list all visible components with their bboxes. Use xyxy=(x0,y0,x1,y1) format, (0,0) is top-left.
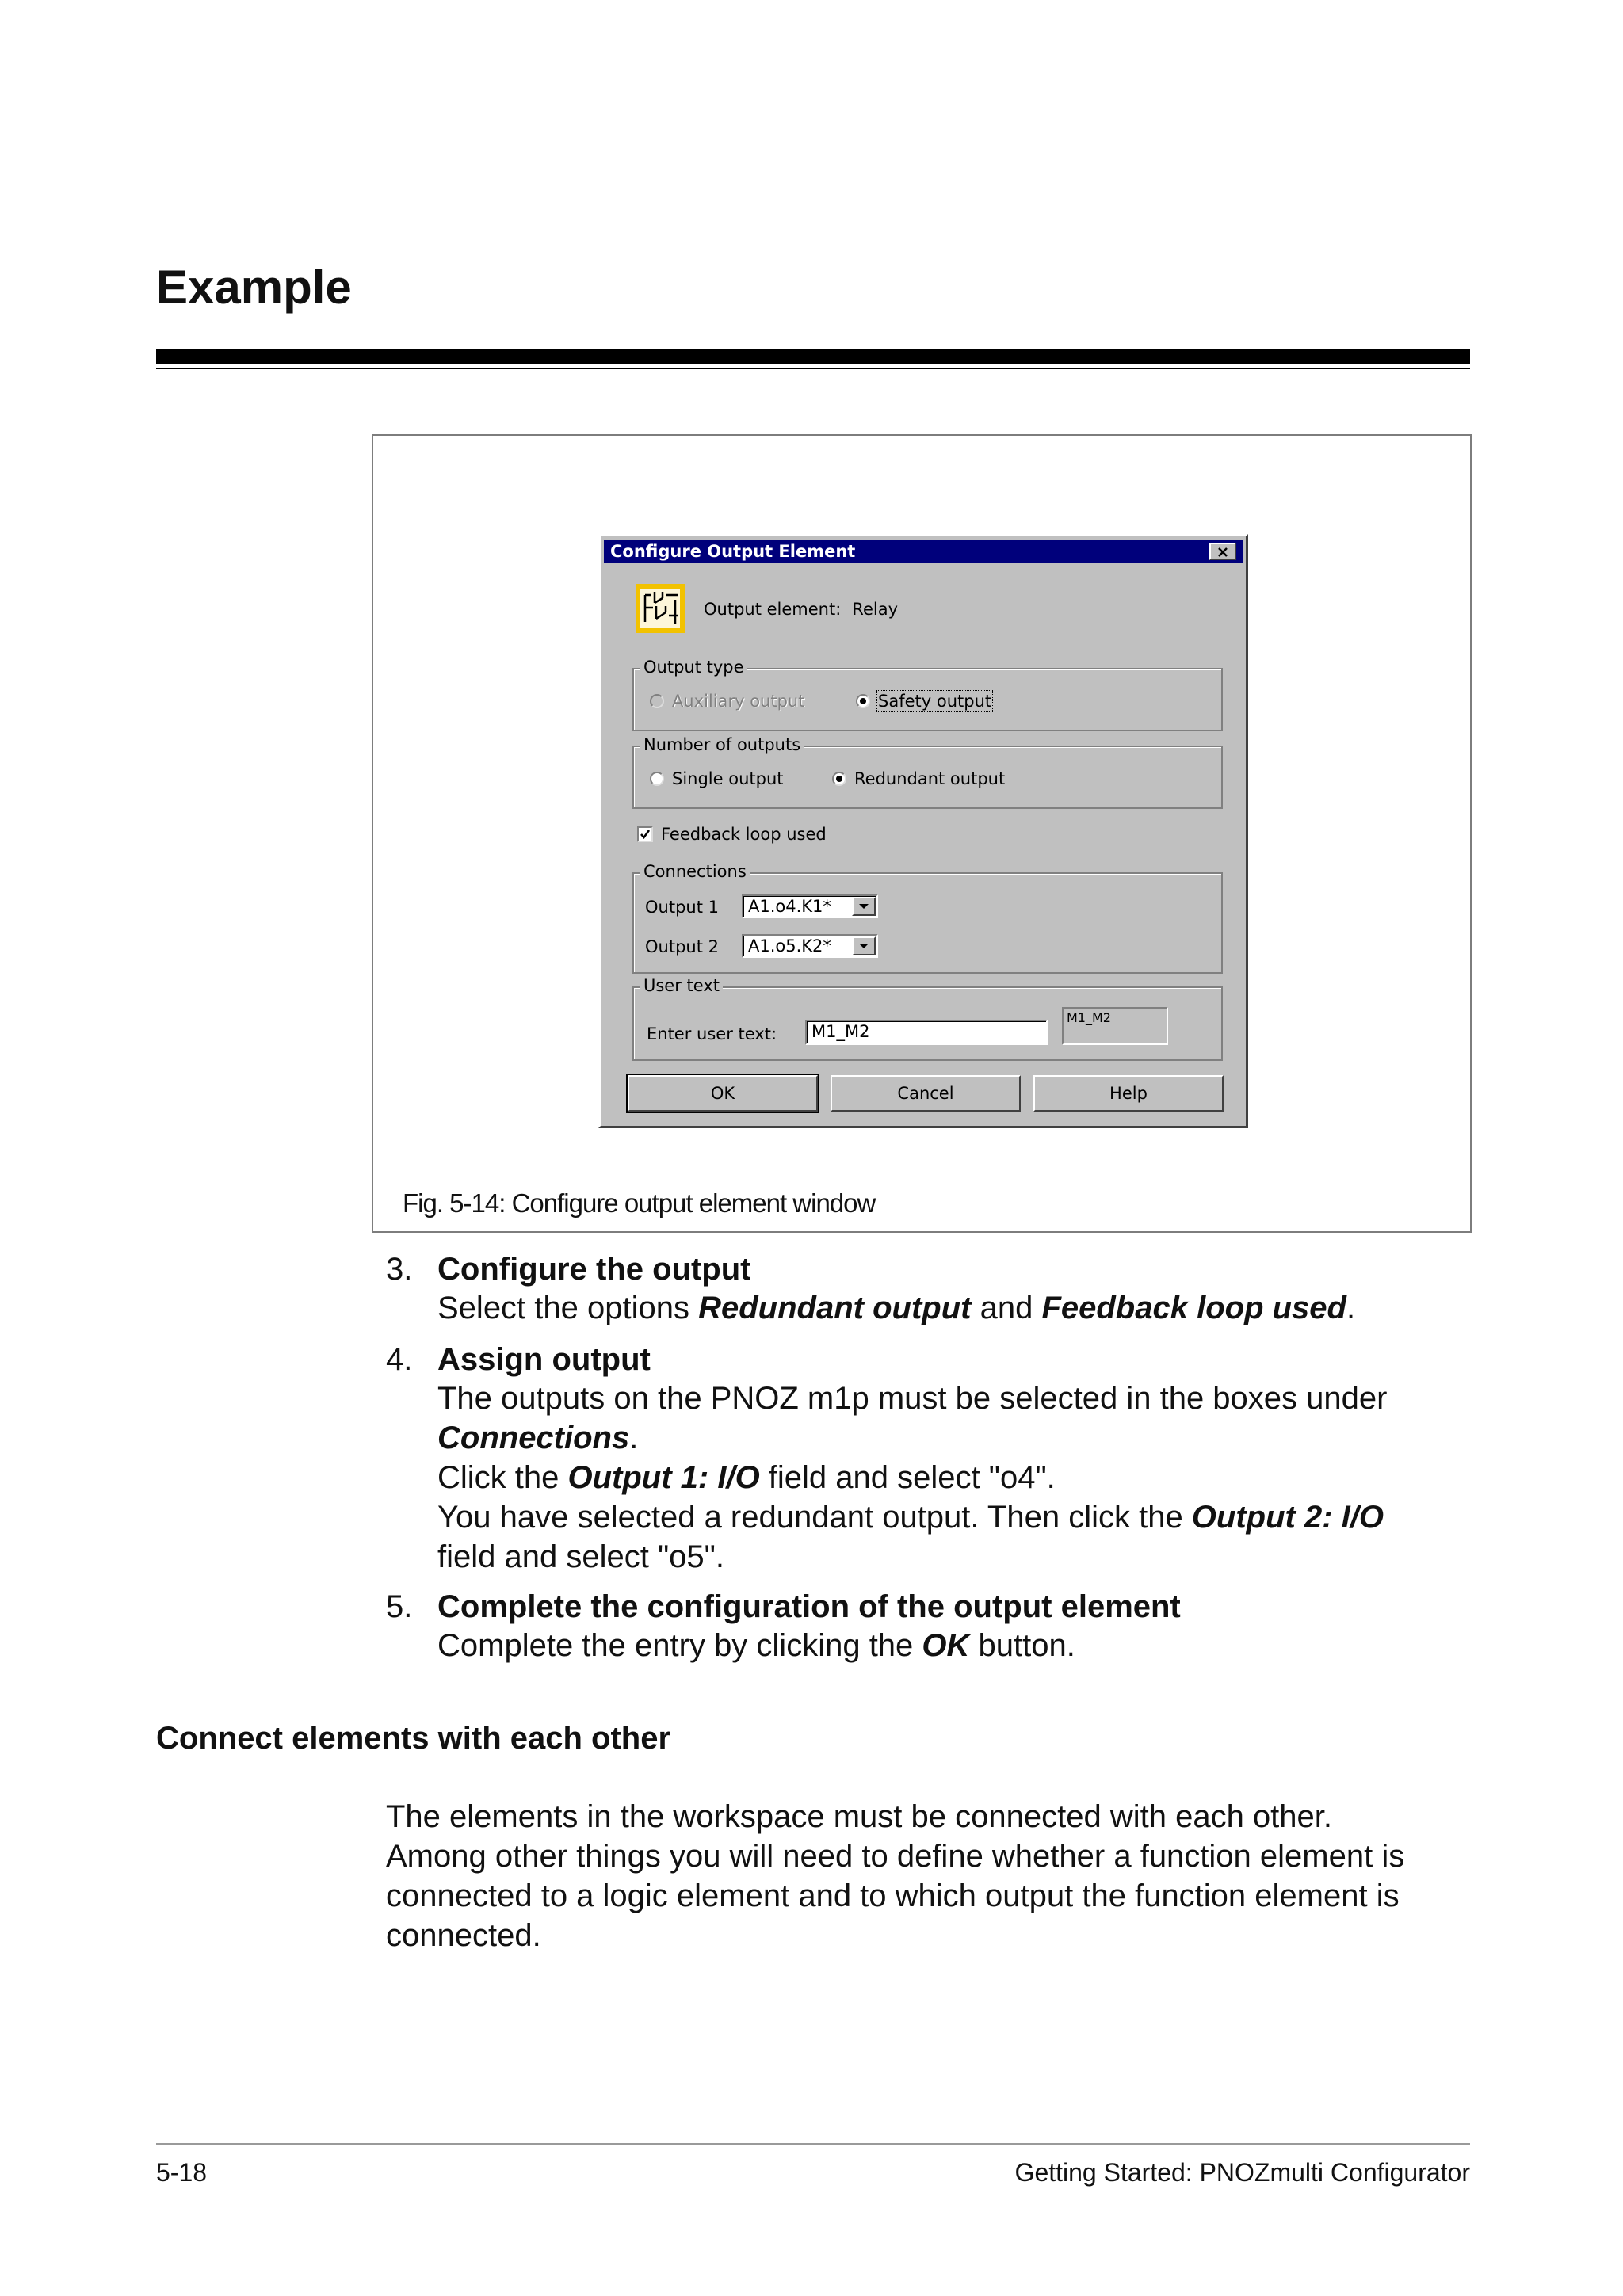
feedback-loop-label: Feedback loop used xyxy=(661,825,827,844)
enter-user-text-label: Enter user text: xyxy=(647,1024,777,1043)
step-title: Complete the configuration of the output element xyxy=(437,1589,1181,1624)
radio-indicator xyxy=(650,772,664,786)
number-of-outputs-group xyxy=(632,735,1223,809)
figure-caption: Fig. 5-14: Configure output element window xyxy=(403,1188,876,1218)
safety-output-radio[interactable] xyxy=(856,692,991,711)
output-1-label: Output 1 xyxy=(645,898,719,917)
output-element-info xyxy=(704,600,898,619)
checkbox-indicator xyxy=(637,826,653,842)
radio-indicator xyxy=(856,694,870,708)
output-element-value: Relay xyxy=(852,600,898,619)
step-text: Complete the entry by clicking the OK button. xyxy=(437,1628,1075,1663)
close-button[interactable] xyxy=(1209,543,1236,560)
user-text-value: M1_M2 xyxy=(812,1022,870,1041)
output-2-combo[interactable] xyxy=(742,934,878,958)
output-1-combo[interactable] xyxy=(742,894,878,918)
user-text-label: User text xyxy=(640,976,723,995)
feedback-loop-checkbox[interactable] xyxy=(637,825,827,844)
close-icon xyxy=(1211,545,1235,559)
redundant-output-label: Redundant output xyxy=(854,769,1006,788)
ok-button[interactable]: OK xyxy=(628,1075,818,1112)
configure-output-dialog xyxy=(598,534,1248,1128)
heading-rule-thin xyxy=(156,368,1470,369)
document-title: Getting Started: PNOZmulti Configurator xyxy=(1014,2158,1470,2187)
footer-rule xyxy=(156,2143,1470,2145)
number-of-outputs-label: Number of outputs xyxy=(640,735,804,754)
heading-rule xyxy=(156,349,1470,364)
single-output-radio[interactable] xyxy=(650,769,784,788)
step-number: 5. xyxy=(386,1589,413,1624)
output-2-label: Output 2 xyxy=(645,937,719,956)
section-paragraph: The elements in the workspace must be connected with each other. Among other things you will need to define whether a function element is connected to a logic element and to which output the function element is connected. xyxy=(386,1799,1405,1953)
step-text: Select the options Redundant output and Feedback loop used. xyxy=(437,1291,1356,1325)
safety-output-label: Safety output xyxy=(878,692,992,711)
help-button[interactable]: Help xyxy=(1033,1075,1224,1112)
section-heading: Connect elements with each other xyxy=(156,1721,671,1756)
step-number: 4. xyxy=(386,1342,413,1377)
radio-indicator xyxy=(650,694,664,708)
step-title: Configure the output xyxy=(437,1252,751,1287)
single-output-label: Single output xyxy=(672,769,784,788)
cancel-button[interactable]: Cancel xyxy=(831,1075,1021,1112)
redundant-output-radio[interactable] xyxy=(832,769,1005,788)
step-number: 3. xyxy=(386,1252,413,1287)
step-title: Assign output xyxy=(437,1342,651,1377)
page-number: 5-18 xyxy=(156,2158,208,2187)
output-type-group xyxy=(632,658,1223,731)
page-heading: Example xyxy=(156,261,352,314)
output-1-value: A1.o4.K1* xyxy=(748,897,831,916)
chevron-down-icon[interactable] xyxy=(852,897,876,916)
auxiliary-output-label: Auxiliary output xyxy=(672,692,805,711)
dialog-title: Configure Output Element xyxy=(610,542,856,561)
auxiliary-output-radio[interactable] xyxy=(650,692,804,711)
connections-group xyxy=(632,862,1223,974)
checkmark-icon xyxy=(640,829,651,840)
chevron-down-icon[interactable] xyxy=(852,936,876,955)
dialog-titlebar[interactable] xyxy=(604,540,1243,563)
connections-label: Connections xyxy=(640,862,750,881)
output-2-value: A1.o5.K2* xyxy=(748,936,831,955)
output-type-label: Output type xyxy=(640,658,747,677)
user-text-preview: M1_M2 xyxy=(1062,1007,1168,1045)
step-text: The outputs on the PNOZ m1p must be selected in the boxes under Connections. Click the Output 1: I/O field and select "o4". You have selected a redundant output. Then click the Output 2: I/O field and select "o5". xyxy=(437,1381,1388,1574)
output-element-label: Output element: xyxy=(704,600,842,619)
user-text-input[interactable] xyxy=(805,1020,1048,1045)
relay-icon xyxy=(636,584,685,633)
radio-indicator xyxy=(832,772,846,786)
